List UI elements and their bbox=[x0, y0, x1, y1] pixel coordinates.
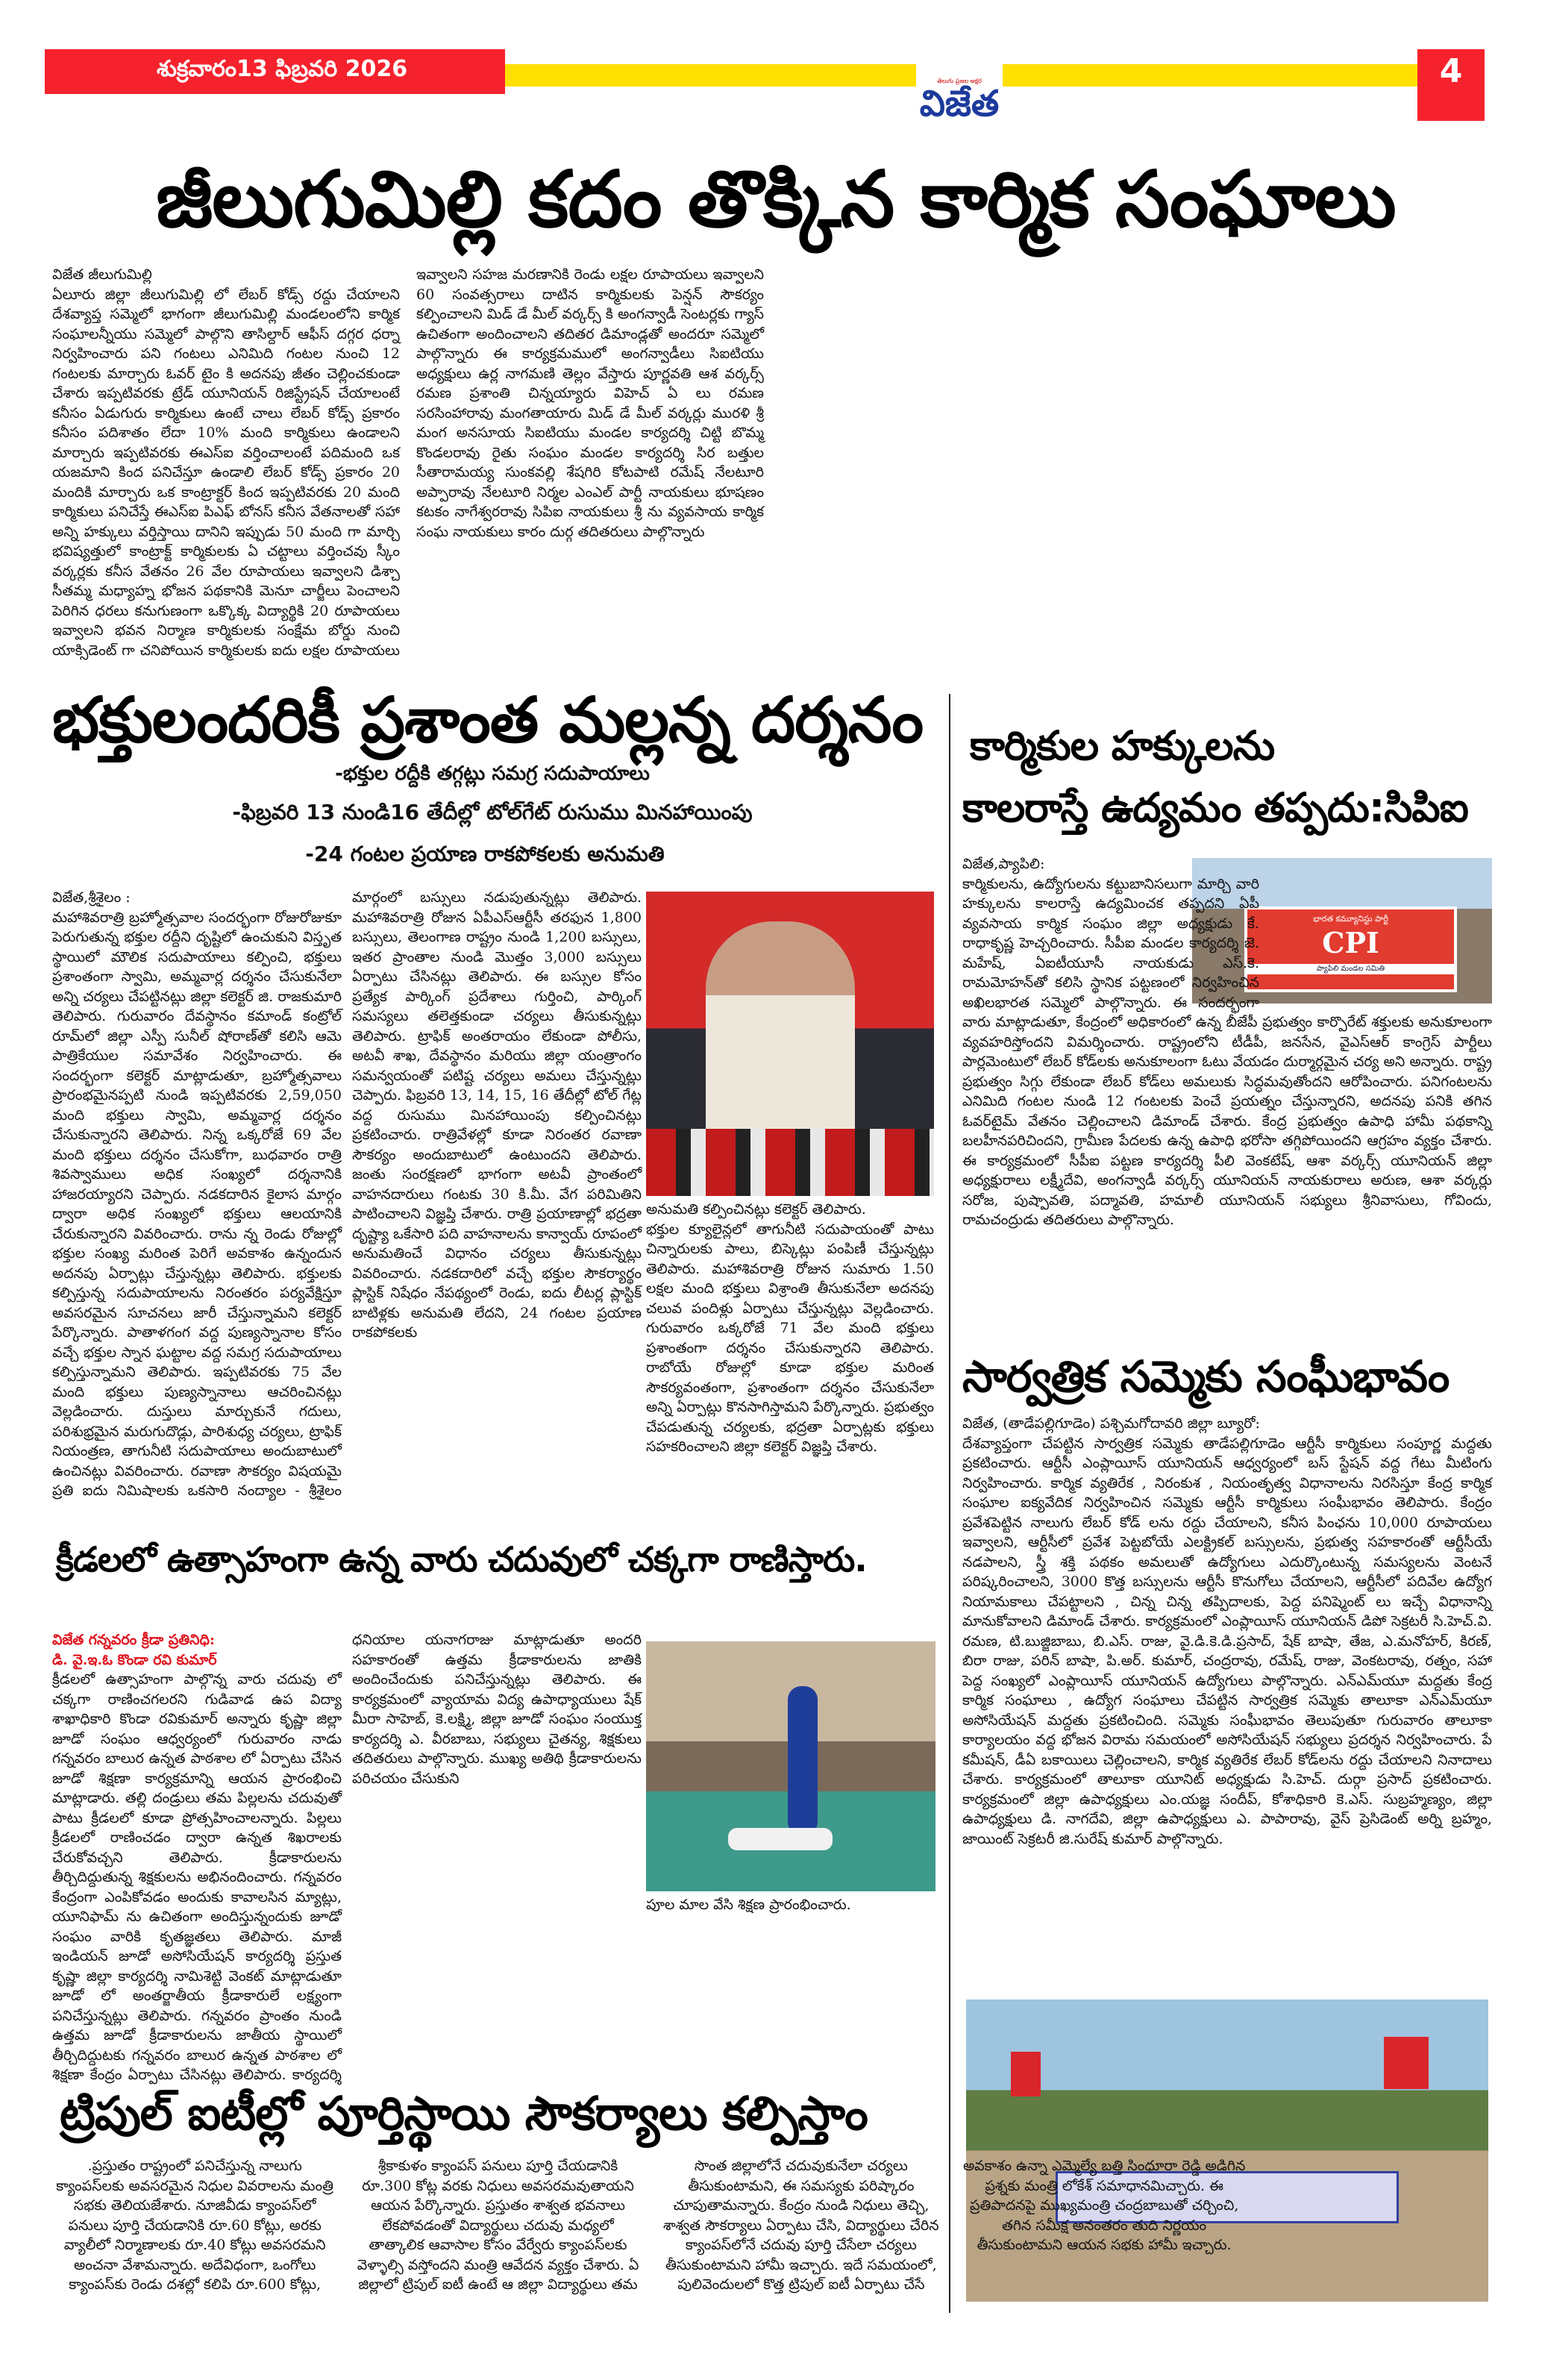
article2-paragraph: మహాశివరాత్రి బ్రహ్మోత్సవాల సందర్భంగా రోజురోజుకూ పెరుగుతున్న భక్తుల రద్దీని దృష్టిలో ఉంచుకుని విస్తృత స్థాయిలో మౌలిక సదుపాయాలు కల్పించి, భక్తులు ప్రశాంతంగా స్వామి, అమ్మవార్ల దర్శనం చేసుకునేలా అన్ని చర్యలు చేపట్టినట్లు జిల్లా కలెక్టర్ జి. రాజకుమారి తెలిపారు. గురువారం దేవస్థానం కమాండ్ కంట్రోల్ రూమ్‌లో జిల్లా ఎస్పీ సునీల్ షోరాణ్‌తో కలిసి ఆమె పాత్రికేయుల సమావేశం నిర్వహించారు. ఈ సందర్భంగా కలెక్టర్ మాట్లాడుతూ, బ్రహ్మోత్సవాలు ప్రారంభమైనప్పటి నుండి ఇప్పటివరకు 2,59,050 మంది భక్తులు స్వామి, అమ్మవార్ల దర్శనం చేసుకున్నారని తెలిపారు. నిన్న ఒక్కరోజే 69 వేల మంది భక్తులు దర్శనం చేసుకోగా, బుధవారం రాత్రి శివస్వాములు అధిక సంఖ్యలో దర్శనానికి హాజరయ్యారని చెప్పారు. నడకదారిన కైలాస మార్గం ద్వారా అధిక సంఖ్యలో భక్తులు ఆలయానికి చేరుకున్నారని వివరించారు. రాను న్న రెండు రోజుల్లో భక్తుల సంఖ్య మరింత పెరిగే అవకాశం ఉన్నందున అదనపు ఏర్పాట్లు చేస్తున్నట్లు తెలిపారు. భక్తులకు కల్పిస్తున్న సదుపాయాలను నిరంతరం పర్యవేక్షిస్తూ అవసరమైన సూచనలు జారీ చేస్తున్నామని కలెక్టర్ పేర్కొన్నారు. పాతాళగంగ వద్ద పుణ్యస్నానాల కోసం వచ్చే భక్తుల స్నాన ఘట్టాల వద్ద సమగ్ర సదుపాయాలు కల్పిస్తున్నామని తెలిపారు. ఇప్పటివరకు 75 వేల మంది భక్తులు పుణ్యస్నానాలు ఆచరించినట్లు వెల్లడించారు. దుస్తులు మార్చుకునే గదులు, పరిశుభ్రమైన మరుగుదొడ్లు, పారిశుధ్య చర్యలు, ట్రాఫిక్ నియంత్రణ, తాగునీటి సదుపాయాలు అందుబాటులో ఉంచినట్లు వివరించారు. రవాణా సౌకర్యం విషయమై ప్రతి ఐదు నిమిషాలకు ఒకసారి నంద్యాల - శ్రీశైలం మార్గంలో బస్సులు నడుపుతున్నట్లు తెలిపారు. మహాశివరాత్రి రోజున ఏపీఎస్ఆర్టీసీ తరఫున 1,800 బస్సులు, తెలంగాణ రాష్ట్రం నుండి 1,200 బస్సులు, ఇతర ప్రాంతాల నుండి మొత్తం 3,000 బస్సులు ఏర్పాటు చేసినట్లు తెలిపారు. ఈ బస్సుల కోసం ప్రత్యేక పార్కింగ్ ప్రదేశాలు గుర్తించి, పార్కింగ్ సమస్యలు తలెత్తకుండా చర్యలు తీసుకున్నట్లు తెలిపారు. ట్రాఫిక్ అంతరాయం లేకుండా పోలీసు, అటవీ శాఖ, దేవస్థానం మరియు జిల్లా యంత్రాంగం సమన్వయంతో పటిష్ట చర్యలు అమలు చేస్తున్నట్లు చెప్పారు. ఫిబ్రవరి 13, 14, 15, 16 తేదీల్లో టోల్ గేట్ల వద్ద రుసుము మినహాయింపు కల్పించినట్లు ప్రకటించారు. రాత్రివేళల్లో కూడా నిరంతర రవాణా సౌకర్యం అందుబాటులో ఉంటుందని తెలిపారు. జంతు సంరక్షణలో భాగంగా అటవీ ప్రాంతంలో వాహనదారులు గంటకు 30 కి.మీ. వేగ పరిమితిని పాటించాలని విజ్ఞప్తి చేశారు. రాత్రి ప్రయాణాల్లో భద్రతా దృష్ట్యా ఒకేసారి పది వాహనాలను కాన్వాయ్ రూపంలో అనుమతించే విధానం చర్యలు తీసుకున్నట్లు వివరించారు. నడకదారిలో వచ్చే భక్తుల సౌకర్యార్థం ప్లాస్టిక్ నిషేధం నేపథ్యంలో రెండు, ఐదు లీటర్ల ప్లాస్టిక్ బాటిళ్లకు అనుమతి లేదని, 24 గంటల ప్రయాణ రాకపోకలకు bbox=[52, 889, 642, 1499]
judo-student bbox=[728, 1828, 833, 1850]
article4-dateline: విజేత, (తాడేపల్లిగూడెం) పశ్చిమగోదావరి జిల్లా బ్యూరో: bbox=[962, 1415, 1260, 1432]
article4-paragraph: దేశవ్యాప్తంగా చేపట్టిన సార్వత్రిక సమ్మెకు తాడేపల్లిగూడెం ఆర్టీసీ కార్మికులు సంపూర్ణ మద్దతు ప్రకటించారు. ఆర్టీసీ ఎంప్లాయీస్ యూనియన్ ఆధ్వర్యంలో బస్ స్టేషన్ వద్ద గేటు మీటింగు నిర్వహించారు. కార్మిక వ్యతిరేక , నిరంకుశ , నియంతృత్వ విధానాలను నిరసిస్తూ కేంద్ర కార్మిక సంఘాల ఐక్యవేదిక నిర్వహించిన సమ్మెకు ఆర్టీసీ కార్మికులు సంఘీభావం తెలిపారు. కేంద్రం ప్రవేశపెట్టిన నాలుగు లేబర్ కోడ్ లను రద్దు చేయాలని, కనీస పింఛను 10,000 రూపాయలు ఇవ్వాలని, ఆర్టీసీలో ప్రవేశ పెట్టబోయే ఎలక్ట్రికల్ బస్సులను, ప్రభుత్వ సహకారంతో ఆర్టీసీయే నడపాలని, స్త్రీ శక్తి పథకం అమలుతో ఉద్యోగులు ఎదుర్కొంటున్న సమస్యలను వెంటనే పరిష్కరించాలని, 3000 కొత్త బస్సులను ఆర్టీసీ కొనుగోలు చేయాలని, ఆర్టీసీలో పదివేల ఉద్యోగ నియామకాలు చేపట్టాలని , చిన్న చిన్న తప్పిదాలకు, పెద్ద పనిష్మెంట్ లు ఇచ్చే విధానాన్ని మానుకోవాలని డిమాండ్ చేశారు. కార్యక్రమంలో ఎంప్లాయీస్ యూనియన్ డిపో సెక్రటరీ సి.హెచ్.వి. రమణ, టి.బుజ్జిబాబు, బి.ఎస్. రాజు, వై.డి.కె.డి.ప్రసాద్, షేక్ బాషా, తేజ, ఎ.మనోహర్, కిరణ్, బిరా రాజు, పరిన్ బాషా, పి.అర్. కుమార్, చంద్రరావు, రమేష్, రాజు, వెంకటరావు, రత్నం, సహా పెద్ద సంఖ్యలో ఎంప్లాయీస్ యూనియన్ ఉద్యోగులు పాల్గొన్నారు. ఎన్ఎమ్‌యూ మద్దతు కేంద్ర కార్మిక సంఘాలు , ఉద్యోగ సంఘాలు చేపట్టిన సార్వత్రిక సమ్మెకు తాలూకా ఎన్ఎమ్‌యూ అసోసియేషన్ మద్దతు ప్రకటించింది. సమ్మెకు సంఘీభావం తెలుపుతూ గురువారం తాలూకా కార్యాలయం వద్ద భోజన విరామ సమయంలో అసోసియేషన్ సభ్యులు ప్రదర్శన నిర్వహించారు. పే కమీషన్, డీఏ బకాయిలు చెల్లించాలని, కార్మిక వ్యతిరేక లేబర్ కోడ్‌లను రద్దు చేయాలని నినాదాలు చేశారు. కార్యక్రమంలో తాలూకా యూనిట్ అధ్యక్షుడు సి.హెచ్. దుర్గా ప్రసాద్ ప్రకటించారు. కార్యక్రమంలో జిల్లా ఉపాధ్యక్షులు ఎం.యజ్ఞ సందీప్, కోశాధికారి కె.ఎస్. సుబ్రహ్మణ్యం, జిల్లా ఉపాధ్యక్షులు డి. నాగదేవి, జిల్లా ఉపాధ్యక్షులు ఎ. పాపారావు, వైస్ ప్రెసిడెంట్ అర్ని బ్రహ్మం, జాయింట్ సెక్రటరీ జి.సురేష్ కుమార్ పాల్గొన్నారు. bbox=[962, 1435, 1492, 1847]
article5-tail: పూల మాల వేసి శిక్షణ ప్రారంభించారు. bbox=[646, 1897, 851, 1913]
article2-subhead-2: -ఫిబ్రవరి 13 నుండి16 తేదీల్లో టోల్‌గేట్ రుసుము మినహాయింపు bbox=[232, 800, 753, 824]
article2-continued bbox=[646, 1200, 934, 1507]
article1-paragraph: ఏలూరు జిల్లా జీలుగుమిల్లి లో లేబర్ కోడ్స్ రద్దు చేయాలని దేశవ్యాప్త సమ్మెలో భాగంగా జీలుగుమిల్లి మండలంలోని కార్మిక సంఘాలన్నీయు సమ్మెలో పాల్గొని తాసిల్దార్ ఆఫీస్ దగ్గర ధర్నా నిర్వహించారు పని గంటలు ఎనిమిది గంటల నుంచి 12 గంటలకు మార్చారు ఓవర్ టైం కి అదనపు జీతం చెల్లించకుండా చేశారు ఇప్పటివరకు ట్రేడ్ యూనియన్ రిజిస్ట్రేషన్ చేయాలంటే కనీసం ఏడుగురు కార్మికులు ఉంటే చాలు లేబర్ కోడ్స్ ప్రకారం కనీసం పదిశాతం లేదా 10% మంది కార్మికులు ఉండాలని మార్చారు ఇప్పటివరకు ఈఎస్ఐ వర్తించాలంటే పదిమంది ఒక యజమాని కింద పనిచేస్తూ ఉండాలి లేబర్ కోడ్స్ ప్రకారం 20 మందికి మార్చారు ఒక కాంట్రాక్టర్ కింద ఇప్పటివరకు 20 మంది కార్మికులు పనిచేస్తే ఈఎస్ఐ పిఎఫ్ బోనస్ కనీస వేతనాలతో సహా అన్ని హక్కులు వర్తిస్తాయి దానిని ఇప్పుడు 50 మంది గా మార్చి భవిష్యత్తులో కాంట్రాక్ట్ కార్మికులకు ఏ చట్టాలు వర్తించవు స్కీం వర్కర్లకు కనీస వేతనం 26 వేల రూపాయలు ఇవ్వాలని డిశ్చా సీతమ్మ మధ్యాహ్న భోజన పథకానికి మెనూ చార్జీలు పెంచాలని పెరిగిన ధరలు కనుగుణంగా ఒక్కొక్క విద్యార్థికి 20 రూపాయలు ఇవ్వాలని భవన నిర్మాణ కార్మికులకు సంక్షేమ బోర్డు నుంచి యాక్సిడెంట్ గా చనిపోయిన కార్మికులకు ఐదు లక్షల రూపాయలు ఇవ్వాలని సహజ మరణానికి రెండు లక్షల రూపాయలు ఇవ్వాలని 60 సంవత్సరాలు దాటిన కార్మికులకు పెన్షన్ సౌకర్యం కల్పించాలని మిడ్ డే మీల్ వర్కర్స్ కి అంగన్వాడీ సెంటర్లకు గ్యాస్ ఉచితంగా అందించాలని తదితర డిమాండ్లతో అందరూ సమ్మెలో పాల్గొన్నారు ఈ కార్యక్రమములో అంగన్వాడీలు సిఐటియు అధ్యక్షులు ఉర్ల నాగమణి తెల్లం వేస్తారు పూర్ణవతి ఆశ వర్కర్స్ రమణ ప్రశాంతి చిన్నయ్యారు విహెచ్ ఏ లు రమణ సరసింహారావు మంగతాయారు మిడ్ డే మీల్ వర్కర్లు మురళి శ్రీ మంగ అనసూయ సిఐటియు మండల కార్యదర్శి చిట్టి బొమ్మ కొండలరావు రైతు సంఘం మండల కార్యదర్శి సిర బత్తుల సీతారామయ్య సుంకవల్లి శేషగిరి కోటపాటి రమేష్ నేలటూరి అప్పారావు నేలటూరి నిర్మల ఎంఎల్ పార్టీ నాయకులు భూషణం కటకం నాగేశ్వరరావు సిపిఐ నాయకులు శ్రీ ను వ్యవసాయ కార్మిక సంఘ నాయకులు కారం దుర్గ తదితరులు పాల్గొన్నారు bbox=[52, 266, 764, 659]
article3-paragraph: కార్మికులను, ఉద్యోగులను కట్టుబానిసలుగా మార్చి వారి హక్కులను కాలరాస్తే ఉద్యమించక తప్పదని ఏపీ వ్యవసాయ కార్మిక సంఘం జిల్లా అధ్యక్షుడు కే. రాధాకృష్ణ హెచ్చరించారు. సీపీఐ మండల కార్యదర్శి జె. మహేష్, ఏఐటీయూసీ నాయకుడు ఎస్.కె. రామమోహన్‌తో కలిసి స్థానిక పట్టణంలో నిర్వహించిన అఖిలభారత సమ్మెలో పాల్గొన్నారు. ఈ సందర్భంగా వారు మాట్లాడుతూ, కేంద్రంలో అధికారంలో ఉన్న బీజేపీ ప్రభుత్వం కార్పొరేట్ శక్తులకు అనుకూలంగా వ్యవహరిస్తోందని విమర్శించారు. రాష్ట్రంలోని టీడీపీ, జనసేన, వైఎస్ఆర్ కాంగ్రెస్ పార్టీలు పార్లమెంటులో లేబర్ కోడ్‌లకు అనుకూలంగా ఓటు వేయడం దుర్మార్గమైన చర్య అని అన్నారు. రాష్ట్ర ప్రభుత్వం సిగ్గు లేకుండా లేబర్ కోడ్‌లు అమలుకు సిద్ధమవుతోందని ఆరోపించారు. పనిగంటలను ఎనిమిది గంటల నుండి 12 గంటలకు పెంచే ప్రయత్నం చేస్తున్నారని, అదనపు పనికి తగిన ఓవర్‌టైమ్ వేతనం చెల్లించాలని డిమాండ్ చేశారు. కేంద్ర ప్రభుత్వం ఉపాధి హామీ పథకాన్ని బలహీనపరిచిందని, గ్రామీణ పేదలకు ఉన్న ఉపాధి భరోసా తగ్గిపోయిందని ఆగ్రహం వ్యక్తం చేశారు. ఈ కార్యక్రమంలో సీపీఐ పట్టణ కార్యదర్శి పీలి వెంకటేష్, ఆశా వర్కర్స్ యూనియన్ జిల్లా అధ్యక్షురాలు లక్ష్మీదేవి, అంగన్వాడీ వర్కర్స్ యూనియన్ నాయకురాలు అరుణ, ఆశా వర్కర్లు సరోజ, పుష్పావతి, పద్మావతి, హమాలీ యూనియన్ సభ్యులు శ్రీనివాసులు, గోవిందు, రామచంద్రుడు తదితరులు పాల్గొన్నారు. bbox=[962, 875, 1492, 1228]
article6-paragraph: .ప్రస్తుతం రాష్ట్రంలో పనిచేస్తున్న నాలుగు క్యాంపస్‌లకు అవసరమైన నిధుల వివరాలను మంత్రి సభకు తెలియజేశారు. నూజివీడు క్యాంపస్‌లో పనులు పూర్తి చేయడానికి రూ.60 కోట్లు, అరకు వ్యాలీలో నిర్మాణాలకు రూ.40 కోట్లు అవసరమని అంచనా వేశామన్నారు. అదేవిధంగా, ఒంగోలు క్యాంపస్‌కు రెండు దశల్లో కలిపి రూ.600 కోట్లు, శ్రీకాకుళం క్యాంపస్ పనులు పూర్తి చేయడానికి రూ.300 కోట్ల వరకు నిధులు అవసరమవుతాయని ఆయన పేర్కొన్నారు. ప్రస్తుతం శాశ్వత భవనాలు లేకపోవడంతో విద్యార్థులు చదువు మధ్యలో తాత్కాలిక ఆవాసాల కోసం వేర్వేరు క్యాంపస్‌లకు వెళ్ళాల్సి వస్తోందని మంత్రి ఆవేదన వ్యక్తం చేశారు. ఏ జిల్లాలో ట్రిపుల్ ఐటీ ఉంటే ఆ జిల్లా విద్యార్థులు తమ సొంత జిల్లాలోనే చదువుకునేలా చర్యలు తీసుకుంటామని, ఈ సమస్యకు పరిష్కారం చూపుతామన్నారు. కేంద్రం నుండి నిధులు తెచ్చి, శాశ్వత సౌకర్యాలు ఏర్పాటు చేసి, విద్యార్థులు చేరిన క్యాంపస్‌లోనే చదువు పూర్తి చేసేలా చర్యలు తీసుకుంటామని హామీ ఇచ్చారు. ఇదే సమయంలో, పులివెందులలో కొత్త ట్రిపుల్ ఐటీ ఏర్పాటు చేసే అవకాశం ఉన్నా ఎమ్మెల్యే బత్తి సింధూరా రెడ్డి అడిగిన ప్రశ్నకు మంత్రి లోకేశ్ సమాధానమిచ్చారు. ఈ ప్రతిపాదనపై ముఖ్యమంత్రి చంద్రబాబుతో చర్చించి, తగిన సమీక్ష అనంతరం తుది నిర్ణయం తీసుకుంటామని ఆయన సభకు హామీ ఇచ్చారు. bbox=[56, 2158, 1246, 2293]
red-flag bbox=[1011, 2052, 1041, 2096]
newspaper-logo bbox=[916, 58, 1003, 140]
judo-instructor bbox=[788, 1686, 818, 1835]
article6-headline: ట్రిపుల్ ఐటీల్లో పూర్తిస్థాయి సౌకర్యాలు కల్పిస్తాం bbox=[60, 2086, 868, 2141]
article5-body bbox=[52, 1630, 642, 2085]
article4-body bbox=[962, 1414, 1492, 1988]
article1-body bbox=[52, 265, 1492, 668]
photo-caption: అనుమతి కల్పించినట్లు కలెక్టర్ తెలిపారు. bbox=[646, 1201, 866, 1218]
banner-bottom: ప్యాపిలి మండల సమితి bbox=[1247, 964, 1454, 974]
article5-continued bbox=[646, 1895, 935, 2044]
article2-headline: భక్తులందరికీ ప్రశాంత మల్లన్న దర్శనం bbox=[52, 683, 924, 757]
article5-byline-1: విజేత గన్నవరం క్రీడా ప్రతినిధి: bbox=[52, 1632, 215, 1648]
red-flag bbox=[1384, 2037, 1429, 2089]
issue-date: శుక్రవారం13 ఫిబ్రవరి 2026 bbox=[45, 49, 505, 94]
article5-headline: క్రీడలలో ఉత్సాహంగా ఉన్న వారు చదువులో చక్కగా రాణిస్తారు. bbox=[56, 1539, 867, 1579]
article5-byline-2: డి. వై.ఇ.ఓ కొండా రవి కుమార్ bbox=[52, 1651, 217, 1668]
judo-training-photo bbox=[646, 1641, 935, 1891]
article2-dateline: విజేత,శ్రీశైలం : bbox=[52, 889, 131, 906]
article2-body bbox=[52, 888, 642, 1507]
banner-party: భారత కమ్యూనిస్టు పార్టీ bbox=[1313, 914, 1388, 924]
article1-headline: జీలుగుమిల్లి కదం తొక్కిన కార్మిక సంఘాలు bbox=[156, 154, 1396, 245]
article1-dateline: విజేత జీలుగుమిల్లి bbox=[52, 266, 152, 283]
column-divider bbox=[949, 694, 950, 2313]
article4-headline: సార్వత్రిక సమ్మెకు సంఘీభావం bbox=[962, 1351, 1449, 1402]
article6-body bbox=[52, 2156, 1246, 2313]
article2-paragraph-bottom: భక్తుల క్యూలైన్లలో తాగునీటి సదుపాయంతో పాటు చిన్నారులకు పాలు, బిస్కెట్లు పంపిణీ చేస్తున్నట్లు తెలిపారు. మహాశివరాత్రి రోజున సుమారు 1.50 లక్షల మంది భక్తులు విశ్రాంతి తీసుకునేలా అదనపు చలువ పందిళ్లు ఏర్పాటు చేస్తున్నట్లు వెల్లడించారు. గురువారం ఒక్కరోజే 71 వేల మంది భక్తులు ప్రశాంతంగా దర్శనం చేసుకున్నారని తెలిపారు. రాబోయే రోజుల్లో కూడా భక్తుల మరింత సౌకర్యవంతంగా, ప్రశాంతంగా దర్శనం చేసుకునేలా అన్ని ఏర్పాట్లు కొనసాగిస్తామని పేర్కొన్నారు. ప్రభుత్వం చేపడుతున్న చర్యలకు, భద్రతా ఏర్పాట్లకు భక్తులు సహకరించాలని జిల్లా కలెక్టర్ విజ్ఞప్తి చేశారు. bbox=[646, 1221, 934, 1455]
collector-press-photo bbox=[646, 892, 934, 1196]
article3-body bbox=[962, 854, 1492, 1317]
article3-headline-line2: కాలరాస్తే ఉద్యమం తప్పదు:సిపిఐ bbox=[962, 784, 1468, 831]
article3-dateline: విజేత,ప్యాపిలి: bbox=[962, 856, 1045, 872]
logo-tagline: తెలుగు ప్రజల అక్షర bbox=[937, 77, 982, 84]
logo-name: విజేత bbox=[919, 82, 1000, 125]
microphones bbox=[646, 1129, 934, 1196]
banner-cpi: CPI bbox=[1322, 926, 1379, 959]
article2-subhead-1: -భక్తుల రద్దీకి తగ్గట్లు సమగ్ర సదుపాయాలు bbox=[335, 762, 650, 785]
page-number: 4 bbox=[1417, 49, 1485, 121]
rtc-workers-photo bbox=[966, 1999, 1488, 2302]
article2-subhead-3: -24 గంటల ప్రయాణ రాకపోకలకు అనుమతి bbox=[305, 842, 665, 866]
photo-spacer bbox=[1259, 854, 1492, 1007]
article5-paragraph: క్రీడలలో ఉత్సాహంగా పాల్గొన్న వారు చదువు లో చక్కగా రాణించగలరని గుడివాడ ఉప విద్యా శాఖాధికారి కొండా రవికుమార్ అన్నారు కృష్ణా జిల్లా జూడో సంఘం ఆధ్వర్యంలో గురువారం నాడు గన్నవరం బాలుర ఉన్నత పాఠశాల లో ఏర్పాటు చేసిన జూడో శిక్షణా కార్యక్రమాన్ని ఆయన ప్రారంభించి మాట్లాడారు. తల్లి దండ్రులు తమ పిల్లలను చదువుతో పాటు క్రీడలలో కూడా ప్రోత్సహించాలన్నారు. పిల్లలు క్రీడలలో రాణించడం ద్వారా ఉన్నత శిఖరాలకు చేరుకోవచ్చని తెలిపారు. క్రీడాకారులను తీర్చిదిద్దుతున్న శిక్షకులను అభినందించారు. గన్నవరం కేంద్రంగా ఎంపికోవడం అందుకు కావాలసిన మ్యాట్లు, యూనిఫామ్ ను ఉచితంగా అందిస్తున్నందుకు జూడో సంఘం వారికి కృతజ్ఞతలు తెలిపారు. మాజీ ఇండియన్ జూడో అసోసియేషన్ కార్యదర్శి ప్రస్తుత కృష్ణా జిల్లా కార్యదర్శి నామిశెట్టి వెంకట్ మాట్లాడుతూ జూడో లో అంతర్జాతీయ క్రీడాకారులే లక్ష్యంగా పనిచేస్తున్నట్లు తెలిపారు. గన్నవరం ప్రాంతం నుండి ఉత్తమ జూడో క్రీడాకారులను జాతీయ స్థాయిలో తీర్చిదిద్దుటకు గన్నవరం బాలుర ఉన్నత పాఠశాల లో శిక్షణా కేంద్రం ఏర్పాటు చేసినట్లు తెలిపారు. కార్యదర్శి ధనియాల యనాగరాజు మాట్లాడుతూ అందరి సహకారంతో ఉత్తమ క్రీడాకారులను జాతికి అందించేందుకు పనిచేస్తున్నట్లు తెలిపారు. ఈ కార్యక్రమంలో వ్యాయామ విద్య ఉపాధ్యాయులు షేక్ మీరా సాహెబ్, కె.లక్ష్మి, జిల్లా జూడో సంఘం సంయుక్త కార్యదర్శి ఎ. వీరబాబు, సభ్యులు చైతన్య, శిక్షకులు తదితరులు పాల్గొన్నారు. ముఖ్య అతిథి క్రీడాకారులను పరిచయం చేసుకుని bbox=[52, 1632, 642, 2083]
article3-headline-line1: కార్మికుల హక్కులను bbox=[970, 722, 1275, 769]
